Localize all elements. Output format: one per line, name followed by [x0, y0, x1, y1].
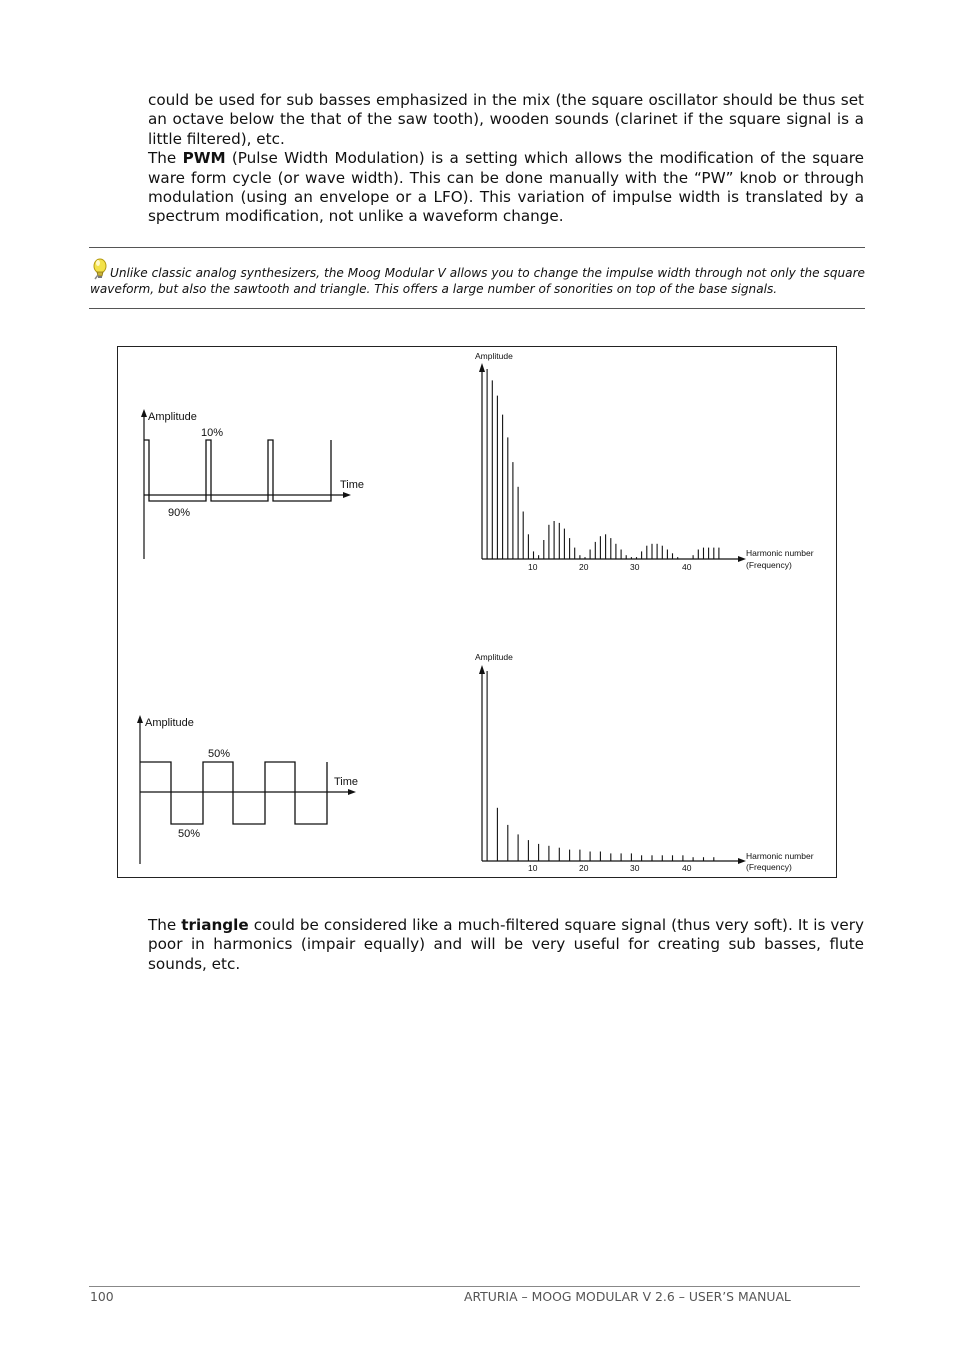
spectrum-top-frequency-label: (Frequency): [746, 560, 792, 570]
spectrum-top-y-arrow: [479, 363, 485, 372]
lightbulb-icon: [90, 258, 109, 280]
square-wave-diagram: [137, 715, 358, 864]
pulse-amplitude-arrow: [141, 409, 147, 417]
pulse-high-label: 10%: [201, 427, 224, 439]
spectrum-top-bars: [487, 369, 719, 559]
spectrum-bottom-frequency-label: (Frequency): [746, 862, 792, 872]
spectrum-bottom-tick-10: 10: [528, 863, 538, 873]
paragraph-continuation: could be used for sub basses emphasized in the mix (the square oscillator should be thus set an octave below the that of the saw tooth), wooden sounds (clarinet if the square signal is a little filtered), etc.: [148, 91, 864, 148]
spectrum-bottom-tick-20: 20: [579, 863, 589, 873]
square-high-label: 50%: [208, 748, 231, 760]
body-paragraph-intro: [148, 91, 864, 227]
square-time-label: Time: [334, 776, 359, 788]
body-paragraph-triangle: [148, 916, 864, 974]
pulse-waveform: [144, 440, 331, 501]
spectrum-bottom-harmonic-label: Harmonic number: [746, 851, 814, 861]
pwm-body: (Pulse Width Modulation) is a setting which allows the modification of the square ware form cycle (or wave width). This can be done manually with the “PW” knob or through modulation (using an envelope or a LFO). This variation of impulse width is translated by a spectrum modification, not unlike a waveform change.: [148, 149, 865, 226]
spectrum-bottom-x-arrow: [738, 858, 746, 864]
spectrum-top-tick-20: 20: [579, 562, 589, 572]
spectrum-bottom-bars: [487, 671, 714, 861]
triangle-pre: The: [148, 916, 182, 934]
spectrum-top-x-arrow: [738, 556, 746, 562]
square-amplitude-label: Amplitude: [145, 717, 194, 729]
spectrum-top-amplitude-label: Amplitude: [475, 351, 513, 361]
pwm-pre: The: [148, 149, 183, 168]
paragraph-pwm: [148, 149, 864, 227]
tip-note-text: [90, 258, 865, 297]
spectrum-top-tick-40: 40: [682, 562, 692, 572]
pulse-time-label: Time: [340, 479, 365, 491]
pwm-term: PWM: [182, 149, 226, 168]
footer-title: ARTURIA – MOOG MODULAR V 2.6 – USER’S MANUAL: [464, 1289, 791, 1304]
square-spectrum-chart: [475, 652, 814, 873]
spectrum-bottom-amplitude-label: Amplitude: [475, 652, 513, 662]
pulse-spectrum-chart: [475, 351, 814, 572]
square-low-label: 50%: [178, 828, 201, 840]
spectrum-top-tick-10: 10: [528, 562, 538, 572]
square-waveform: [140, 762, 327, 824]
tip-note-box: [89, 247, 865, 309]
triangle-term: triangle: [181, 916, 249, 934]
waveform-spectrum-figure: [117, 346, 837, 878]
pulse-low-label: 90%: [168, 507, 191, 519]
footer-divider: [89, 1286, 860, 1287]
spectrum-top-tick-30: 30: [630, 562, 640, 572]
spectrum-top-harmonic-label: Harmonic number: [746, 548, 814, 558]
footer-page-number: 100: [90, 1289, 114, 1304]
square-time-arrow: [348, 789, 356, 795]
spectrum-bottom-y-arrow: [479, 665, 485, 674]
pulse-wave-diagram: [141, 409, 364, 559]
tip-note-body: Unlike classic analog synthesizers, the Moog Modular V allows you to change the impulse width through not only the square waveform, but also the sawtooth and triangle. This offers a large number of sonorities on top of the base signals.: [90, 266, 865, 296]
triangle-body: could be considered like a much-filtered square signal (thus very soft). It is very poor in harmonics (impair equally) and will be very useful for creating sub basses, flute sounds, etc.: [148, 916, 865, 973]
square-amplitude-arrow: [137, 715, 143, 723]
pulse-amplitude-label: Amplitude: [148, 411, 197, 423]
pulse-time-arrow: [343, 492, 351, 498]
spectrum-bottom-tick-40: 40: [682, 863, 692, 873]
spectrum-bottom-tick-30: 30: [630, 863, 640, 873]
